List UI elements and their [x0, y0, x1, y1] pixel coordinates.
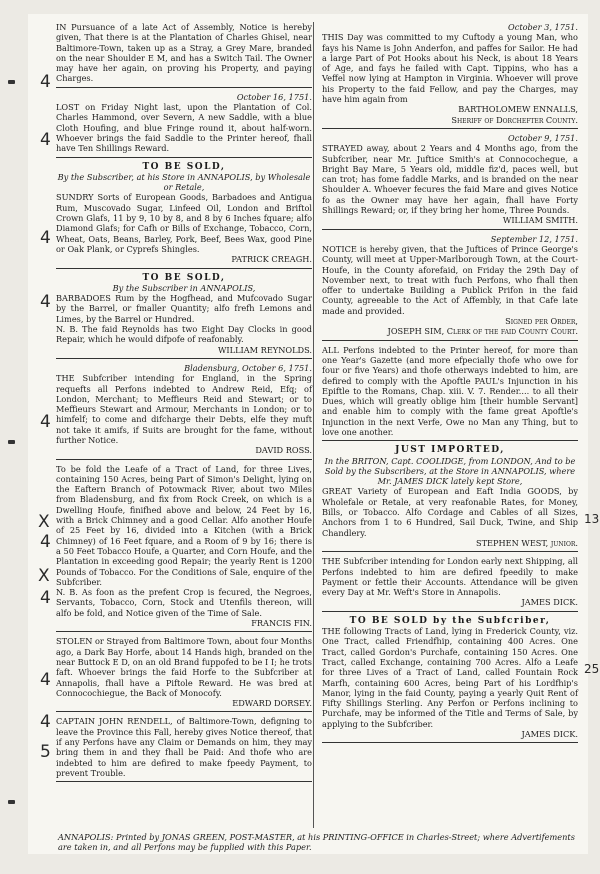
- advertisement: [56, 363, 312, 460]
- advertisement: [56, 273, 312, 359]
- advertisement: [322, 133, 578, 230]
- column-rule: [313, 22, 314, 828]
- advertisement: [322, 345, 578, 442]
- film-mark: [8, 80, 15, 84]
- margin-mark: 4: [40, 228, 51, 248]
- advertisement: [322, 616, 578, 744]
- ad-subheader: In the BRITON, Capt. COOLIDGE, from LONDON, And to be Sold by the Subscribers, at the Store in ANNAPOLIS, where Mr. JAMES DICK lately kept Store,: [324, 455, 576, 487]
- ad-date: October 3, 1751.: [508, 22, 578, 32]
- ad-body: THE Subfcriber intending for London early next Shipping, all Perfons indebted to him are defired fpeedily to make Payment or fettle their Accounts. Attendance will be given every Day at Mr. Weft's Store in Annapolis.: [322, 556, 578, 598]
- margin-mark: 13: [584, 512, 600, 526]
- margin-mark: 25: [584, 662, 600, 676]
- ad-body: THIS Day was committed to my Cuftody a young Man, who fays his Name is John Anderfon, and paffes for Sailor. He had a large Part of Pot Hooks about his Neck, is about 18 Years of Age, and fays he failed with Capt. Tippins, who has a Veffel now lying at Hampton in Virginia. Whoever will prove his Property to the faid Fellow, and pay the Charges, may have him again from: [322, 32, 578, 105]
- ad-body: IN Pursuance of a late Act of Assembly, Notice is hereby given, That there is at the Plantation of Charles Ghisel, near Baltimore-Town, taken up as a Stray, a Grey Mare, branded on the near Shoulder E M, and has a Switch Tail. The Owner may have her again, on proving his Property, and paying Charges.: [56, 22, 312, 84]
- ad-date: September 12, 1751.: [490, 233, 578, 244]
- ad-signature: JAMES DICK.: [521, 597, 578, 608]
- ad-body: LOST on Friday Night last, upon the Plantation of Col. Charles Hammond, over Severn, A new Saddle, with a blue Cloth Houfing, and blue Fringe round it, about half-worn. Whoever brings the faid Saddle to the Printer hereof, fhall have Ten Shillings Reward.: [56, 102, 312, 154]
- advertisement: [56, 716, 312, 782]
- advertisement: [322, 234, 578, 341]
- ad-signature: FRANCIS FIN.: [251, 618, 312, 629]
- advertisement: [56, 92, 312, 158]
- ad-signature: EDWARD DORSEY.: [232, 698, 312, 709]
- margin-mark: 4: [40, 72, 51, 92]
- ad-signature: JAMES DICK.: [521, 729, 578, 739]
- margin-mark: X: [38, 512, 50, 532]
- ad-header: JUST IMPORTED,: [395, 445, 505, 456]
- margin-mark: 4: [40, 130, 51, 150]
- ad-date: Bladensburg, October 6, 1751.: [184, 362, 312, 373]
- ad-subheader: By the Subscriber, at his Store in ANNAPOLIS, by Wholesale or Retale,: [57, 171, 311, 193]
- ad-signature-line: Sheriff of Dorchefter County.: [451, 114, 578, 125]
- ad-signature: Signed per Order,: [505, 316, 578, 327]
- ad-signature: DAVID ROSS.: [255, 445, 312, 456]
- advertisement: [56, 464, 312, 633]
- ad-signature: BARTHOLOMEW ENNALLS,: [458, 104, 578, 115]
- right-column: [322, 22, 578, 747]
- left-column: [56, 22, 312, 786]
- ad-body: NOTICE is hereby given, that the Juftices of Prince George's County, will meet at Upper-Marlborough Town, at the Court-Houfe, in the County aforefaid, on Friday the 29th Day of November next, to treat with fuch Perfons, who fhall then offer to undertake Building a Publick Prifon in the faid County, agreeable to the Act of Affembly, in that Cafe late made and provided.: [322, 243, 578, 316]
- margin-mark: 4: [40, 412, 51, 432]
- ad-subheader: By the Subscriber in ANNAPOLIS,: [112, 282, 256, 293]
- margin-mark: 4: [40, 588, 51, 608]
- advertisement: [322, 445, 578, 552]
- margin-mark: 4: [40, 532, 51, 552]
- advertisement: [322, 556, 578, 611]
- margin-mark: 4: [40, 292, 51, 312]
- advertisement: [322, 22, 578, 129]
- ad-date: October 9, 1751.: [508, 132, 578, 143]
- ad-body: GREAT Variety of European and Eaft India GOODS, by Wholefale or Retale, at very reafonable Rates, for Money, Bills, or Tobacco. Alfo Cordage and Cables of all Sizes, Anchors from 1 to 6 Hundred, Sail Duck, Twine, and Ship Chandlery.: [322, 486, 578, 538]
- ad-signature: WILLIAM REYNOLDS.: [218, 344, 312, 355]
- margin-mark: 4: [40, 670, 51, 690]
- ad-header: TO BE SOLD by the Subfcriber,: [349, 615, 551, 626]
- ad-body: THE Subfcriber intending for England, in the Spring requefts all Perfons indebted to Andrew Reid, Efq; of London, Merchant; to Meffieurs Reid and Stewart; or to Meffieurs Stewart and Armour, Merchants in London; or to himfelf; to come and difcharge their Debts, elfe they muft not take it amifs, if Suits are brought for the fame, without further Notice.: [56, 373, 312, 445]
- ad-date: October 16, 1751.: [236, 91, 312, 102]
- ad-body: STOLEN or Strayed from Baltimore Town, about four Months ago, a Dark Bay Horfe, about 14 Hands high, branded on the near Buttock E D, on an old Brand fuppofed to be I I; he trots faft. Whoever brings the faid Horfe to the Subfcriber at Annapolis, fhall have a Piftole Reward. He was bred at Connocochiegue, the Back of Monocofy.: [56, 636, 312, 698]
- ad-header: TO BE SOLD,: [142, 272, 226, 283]
- ad-signature: STEPHEN WEST, junior.: [475, 537, 578, 548]
- margin-mark: X: [38, 566, 50, 586]
- ad-body: BARBADOES Rum by the Hogfhead, and Mufcovado Sugar by the Barrel, or fmaller Quantity; alfo frefh Lemons and Limes, by the Barrel or Hundred.: [56, 293, 312, 324]
- ad-signature: WILLIAM SMITH.: [502, 215, 578, 226]
- ad-header: TO BE SOLD,: [142, 161, 226, 172]
- ad-note: N. B. As foon as the prefent Crop is fecured, the Negroes, Servants, Tobacco, Corn, Stock and Utenfils thereon, will alfo be fold, and Notice given of the Time of Sale.: [56, 587, 312, 618]
- ad-signature-line: JOSEPH SIM, Clerk of the faid County Court.: [387, 326, 578, 337]
- margin-mark: 5: [40, 742, 51, 762]
- ad-note: N. B. The faid Reynolds has two Eight Day Clocks in good Repair, which he would difpofe of reafonably.: [56, 324, 312, 345]
- margin-mark: 4: [40, 712, 51, 732]
- ad-body: THE following Tracts of Land, lying in Frederick County, viz. One Tract, called Friendfhip, containing 400 Acres. One Tract, called Gordon's Purchafe, containing 150 Acres. One Tract, called Exchange, containing 700 Acres. Alfo a Leafe for three Lives of a Tract of Land, called Fountain Rock Marfh, containing 600 Acres, being Part of his Lordfhip's Manor, lying in the faid County, paying a yearly Quit Rent of Fifty Shillings Sterling. Any Perfon or Perfons inclining to Purchafe, may be informed of the Title and Terms of Sale, by applying to the Subfcriber.: [322, 626, 578, 729]
- ad-signature: PATRICK CREAGH.: [231, 254, 312, 265]
- advertisement: [56, 636, 312, 712]
- film-mark: [8, 800, 15, 804]
- ad-body: ALL Perfons indebted to the Printer hereof, for more than one Year's Gazette (and more efpecially thofe who owe for four or five Years) and thofe otherways indebted to him, are defired to comply with the Apoftle PAUL's Injunction in his Epiftle to the Romans, Chap. xiii. V. 7. Render.... to all their Dues, which will greatly oblige him [their humble Servant] and enable him to comply with the fame great Apoftle's Injunction in the next Verfe, Owe no Man any Thing, but to love one another.: [322, 344, 578, 437]
- advertisement: [56, 162, 312, 269]
- ad-body: SUNDRY Sorts of European Goods, Barbadoes and Antigua Rum, Muscovado Sugar, Linfeed Oil, London and Briftol Crown Glafs, 11 by 9, 10 by 8, and 8 by 6 Inches fquare; alfo Diamond Glafs; for Cafh or Bills of Exchange, Tobacco, Corn, Wheat, Oats, Beans, Barley, Pork, Beef, Bees Wax, good Pine or Oak Plank, or Cyprefs Shingles.: [56, 192, 312, 254]
- ad-body: To be fold the Leafe of a Tract of Land, for three Lives, containing 150 Acres, being Part of Simon's Delight, lying on the Eaftern Branch of Potowmack River, about two Miles from Bladensburg, and fix from Rock Creek, on which is a Dwelling Houfe, finifhed above and below, 24 Feet by 16, with a Brick Chimney and a good Cellar. Alfo another Houfe of 25 Feet by 16, divided into a Kitchen (with a Brick Chimney) of 16 Feet fquare, and a Room of 9 by 16; there is a 50 Feet Tobacco Houfe, a Quarter, and Corn Houfe, and the Plantation in exceeding good Repair; the yearly Rent is 1200 Pounds of Tobacco. For the Conditions of Sale, enquire of the Subfcriber.: [56, 463, 312, 587]
- imprint-line: ANNAPOLIS: Printed by JONAS GREEN, POST-MASTER, at his PRINTING-OFFICE in Charles-Street; where Advertifements are taken in, and all Perfons may be fupplied with this Paper.: [58, 832, 575, 852]
- film-mark: [8, 440, 15, 444]
- ad-body: CAPTAIN JOHN RENDELL, of Baltimore-Town, defigning to leave the Province this Fall, hereby gives Notice thereof, that if any Perfons have any Claim or Demands on him, they may bring them in and they fhall be Paid: And thofe who are indebted to him are defired to make fpeedy Payment, to prevent Trouble.: [56, 716, 312, 778]
- ad-body: STRAYED away, about 2 Years and 4 Months ago, from the Subfcriber, near Mr. Juftice Smith's at Connocochegue, a Bright Bay Mare, 5 Years old, middle fiz'd, paces well, but can trot; has fome faddle Marks, and is branded on the near Shoulder A. Whoever fecures the faid Mare and gives Notice fo as the Owner may have her again, fhall have Forty Shillings Reward; or, if they bring her home, Three Pounds.: [322, 143, 578, 216]
- advertisement: [56, 22, 312, 88]
